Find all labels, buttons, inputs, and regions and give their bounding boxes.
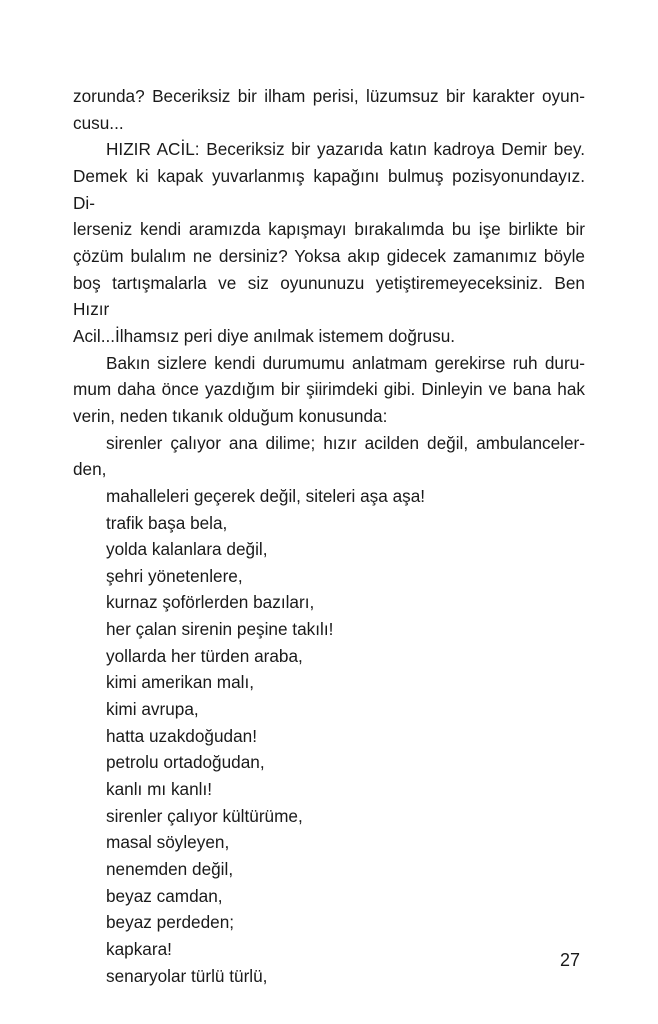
poem-line: nenemden değil, xyxy=(106,859,234,880)
text-line: Acil...İlhamsız peri diye anılmak istemem doğrusu. xyxy=(73,325,456,346)
poem-line: kanlı mı kanlı! xyxy=(106,779,213,800)
poem-line: kimi avrupa, xyxy=(106,699,199,720)
paragraph xyxy=(73,430,585,483)
text-line: sirenler çalıyor ana dilime; hızır acilden değil, ambulanceler- xyxy=(106,432,585,453)
page-number: 27 xyxy=(559,950,580,970)
paragraph xyxy=(73,136,585,349)
text-line: çözüm bulalım ne dersiniz? Yoksa akıp gidecek zamanımız böyle xyxy=(73,245,585,266)
poem-line: yollarda her türden araba, xyxy=(106,645,303,666)
text-line: cusu... xyxy=(73,112,124,133)
poem-line: trafik başa bela, xyxy=(106,512,228,533)
poem-line: hatta uzakdoğudan! xyxy=(106,725,257,746)
text-line: HIZIR ACİL: Beceriksiz bir yazarıda katın kadroya Demir bey. xyxy=(106,139,585,160)
poem-line: kapkara! xyxy=(106,939,172,959)
poem-line: beyaz perdeden; xyxy=(106,912,235,933)
poem-line: şehri yönetenlere, xyxy=(106,565,243,586)
poem-line: beyaz camdan, xyxy=(106,885,223,906)
text-line: verin, neden tıkanık olduğum konusunda: xyxy=(73,405,388,426)
poem-line: senaryolar türlü türlü, xyxy=(106,965,268,986)
poem-line: kurnaz şoförlerden bazıları, xyxy=(106,592,315,613)
text-line: mum daha önce yazdığım bir şiirimdeki gibi. Dinleyin ve bana hak xyxy=(73,379,585,400)
text-line: lerseniz kendi aramızda kapışmayı bırakalımda bu işe birlikte bir xyxy=(73,219,585,240)
poem-line: her çalan sirenin peşine takılı! xyxy=(106,619,334,640)
poem-line: masal söyleyen, xyxy=(106,832,230,853)
poem-line: petrolu ortadoğudan, xyxy=(106,752,265,773)
page-body xyxy=(73,83,585,989)
poem xyxy=(73,483,585,989)
text-line: boş tartışmalarla ve siz oyununuzu yetiştiremeyeceksiniz. Ben Hızır xyxy=(73,272,585,320)
text-line: zorunda? Beceriksiz bir ilham perisi, lüzumsuz bir karakter oyun- xyxy=(73,86,585,106)
text-line: Demek ki kapak yuvarlanmış kapağını bulmuş pozisyonundayız. Di- xyxy=(73,165,585,213)
poem-line: yolda kalanlara değil, xyxy=(106,539,268,560)
text-line: den, xyxy=(73,459,107,480)
paragraph xyxy=(73,83,585,136)
poem-line: sirenler çalıyor kültürüme, xyxy=(106,805,303,826)
poem-line: mahalleleri geçerek değil, siteleri aşa aşa! xyxy=(106,485,426,506)
text-line: Bakın sizlere kendi durumumu anlatmam gerekirse ruh duru- xyxy=(106,352,585,373)
paragraph xyxy=(73,350,585,430)
poem-line: kimi amerikan malı, xyxy=(106,672,255,693)
